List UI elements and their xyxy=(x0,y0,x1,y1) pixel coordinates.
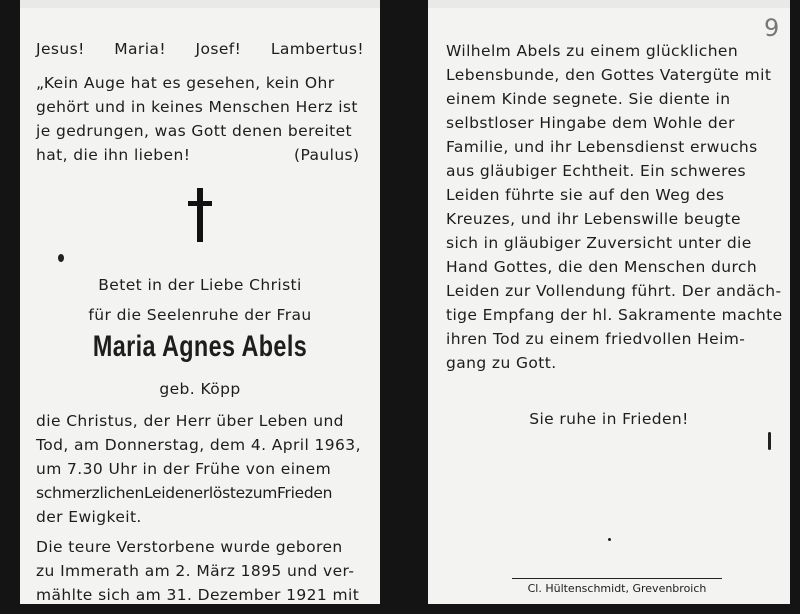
scan-border-left xyxy=(0,0,20,614)
invocation-lambertus: Lambertus! xyxy=(270,40,364,58)
invocation-josef: Josef! xyxy=(195,40,242,58)
death-line-1: die Christus, der Herr über Leben und xyxy=(36,412,344,430)
quote-line-3: je gedrungen, was Gott denen bereitet xyxy=(36,122,353,140)
right-bio-line-1: Wilhelm Abels zu einem glücklichen xyxy=(446,42,739,60)
right-bio-line-5: Familie, und ihr Lebensdienst erwuchs xyxy=(446,138,758,156)
right-bio-line-2: Lebensbunde, den Gottes Vatergüte mit xyxy=(446,66,772,84)
maiden-name: geb. Köpp xyxy=(159,380,241,398)
ink-speck xyxy=(58,254,64,262)
scan-border-bottom xyxy=(0,604,800,614)
deceased-name: Maria Agnes Abels xyxy=(92,330,308,363)
bio-line-2: zu Immerath am 2. März 1895 und ver- xyxy=(36,562,355,580)
quote-line-2: gehört und in keines Menschen Herz ist xyxy=(36,98,358,116)
prayer-line-2: für die Seelenruhe der Frau xyxy=(88,306,312,324)
left-page xyxy=(20,8,380,604)
death-line-4: schmerzlichenLeidenerlöstezumFrieden xyxy=(36,484,333,502)
cross-icon xyxy=(188,188,212,242)
ink-mark xyxy=(768,432,771,450)
invocation-maria: Maria! xyxy=(114,40,166,58)
right-bio-line-12: tige Empfang der hl. Sakramente machte xyxy=(446,306,783,324)
closing-line: Sie ruhe in Frieden! xyxy=(529,410,689,428)
right-bio-line-10: Hand Gottes, die den Menschen durch xyxy=(446,258,758,276)
ink-dot xyxy=(608,538,611,541)
right-bio-line-7: Leiden führte sie auf den Weg des xyxy=(446,186,725,204)
death-line-5: der Ewigkeit. xyxy=(36,508,142,526)
page-mark: 9 xyxy=(764,14,780,42)
invocation-line xyxy=(36,38,364,60)
death-line-2: Tod, am Donnerstag, dem 4. April 1963, xyxy=(36,436,361,454)
bio-line-3: mählte sich am 31. Dezember 1921 mit xyxy=(36,586,360,604)
right-page xyxy=(428,8,790,604)
invocation-jesus: Jesus! xyxy=(36,40,85,58)
right-bio-line-3: einem Kinde segnete. Sie diente in xyxy=(446,90,731,108)
right-bio-line-9: sich in gläubiger Zuversicht unter die xyxy=(446,234,752,252)
bio-line-1: Die teure Verstorbene wurde geboren xyxy=(36,538,343,556)
right-bio-line-11: Leiden zur Vollendung führt. Der andäch- xyxy=(446,282,782,300)
quote-line-1: „Kein Auge hat es gesehen, kein Ohr xyxy=(36,74,335,92)
death-line-3: um 7.30 Uhr in der Frühe von einem xyxy=(36,460,332,478)
prayer-line-1: Betet in der Liebe Christi xyxy=(98,276,302,294)
right-bio-line-14: gang zu Gott. xyxy=(446,354,557,372)
right-bio-line-4: selbstloser Hingabe dem Wohle der xyxy=(446,114,735,132)
right-bio-line-8: Kreuzes, und ihr Lebenswille beugte xyxy=(446,210,741,228)
right-bio-line-13: ihren Tod zu einem friedvollen Heim- xyxy=(446,330,746,348)
quote-source: (Paulus) xyxy=(294,146,360,164)
quote-line-4: hat, die ihn lieben! xyxy=(36,146,191,164)
scan-gutter xyxy=(380,0,428,614)
right-bio-line-6: aus gläubiger Echtheit. Ein schweres xyxy=(446,162,746,180)
printer-credit: Cl. Hültenschmidt, Grevenbroich xyxy=(512,578,722,595)
scan-border-right xyxy=(790,0,800,614)
